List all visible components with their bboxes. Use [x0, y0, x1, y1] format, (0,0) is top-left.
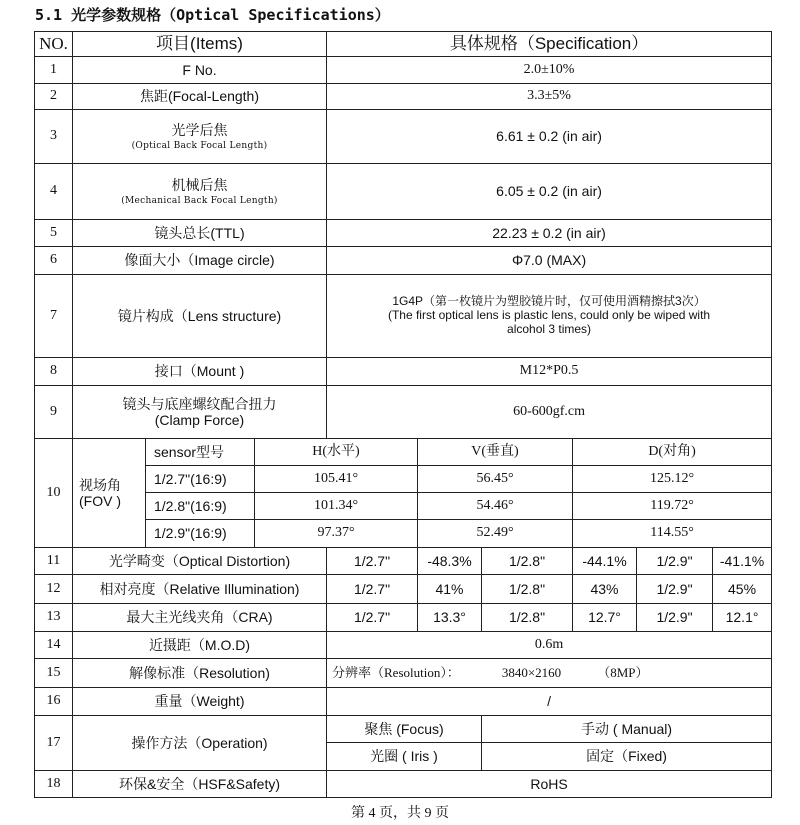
- sensor-size: 1/2.8": [482, 604, 573, 632]
- fov-h-header: H(水平): [255, 439, 418, 466]
- lens-structure-cell: [327, 275, 772, 358]
- spec-value: 60-600gf.cm: [327, 386, 772, 439]
- fov-h: 97.37°: [255, 520, 418, 548]
- table-row: [35, 84, 772, 110]
- table-row: [35, 604, 772, 632]
- spec-value: M12*P0.5: [327, 358, 772, 386]
- item-label: 接口（Mount ): [73, 358, 327, 386]
- table-row: [35, 57, 772, 84]
- spec-value: RoHS: [327, 771, 772, 798]
- page-footer: 第 4 页，共 9 页: [351, 806, 449, 821]
- row-number: 5: [35, 220, 73, 247]
- table-row: [35, 688, 772, 716]
- value: -44.1%: [573, 548, 637, 575]
- item-cell: [73, 386, 327, 439]
- row-number: 15: [35, 659, 73, 688]
- row-number: 6: [35, 247, 73, 275]
- fov-row: [35, 493, 772, 520]
- row-number: 8: [35, 358, 73, 386]
- item-cell: [73, 164, 327, 220]
- spec-line: 1G4P（第一枚镜片为塑胶镜片时，仅可使用酒精擦拭3次）: [392, 294, 706, 309]
- row-number: 14: [35, 632, 73, 659]
- spec-value: 22.23 ± 0.2 (in air): [327, 220, 772, 247]
- item-cell: [73, 110, 327, 164]
- fov-v: 54.46°: [418, 493, 573, 520]
- fov-header-row: [35, 439, 772, 466]
- table-row: [35, 575, 772, 604]
- resolution-line: [330, 666, 768, 681]
- row-number: 11: [35, 548, 73, 575]
- table-row: [35, 110, 772, 164]
- row-number: 7: [35, 275, 73, 358]
- item-label: 机械后焦: [171, 176, 228, 193]
- iris-label: 光圈 ( Iris ): [327, 743, 482, 771]
- value: 41%: [418, 575, 482, 604]
- spec-value: 6.05 ± 0.2 (in air): [327, 164, 772, 220]
- table-row: [35, 632, 772, 659]
- row-number: 3: [35, 110, 73, 164]
- item-label: 光学后焦: [171, 121, 228, 138]
- fov-sensor: 1/2.9"(16:9): [146, 520, 255, 548]
- fov-d: 114.55°: [573, 520, 772, 548]
- spec-value: 6.61 ± 0.2 (in air): [327, 110, 772, 164]
- col-items-header: 项目(Items): [73, 32, 327, 57]
- table-row: [35, 386, 772, 439]
- table-row: [35, 358, 772, 386]
- row-number: 13: [35, 604, 73, 632]
- fov-sensor: 1/2.7"(16:9): [146, 466, 255, 493]
- resolution-label: 分辨率（Resolution）：: [332, 664, 460, 680]
- focus-value: 手动 ( Manual): [482, 716, 772, 743]
- value: 12.1°: [713, 604, 772, 632]
- header-row: [35, 32, 772, 57]
- item-label: 操作方法（Operation): [73, 716, 327, 771]
- fov-v-header: V(垂直): [418, 439, 573, 466]
- optical-spec-table: [34, 31, 772, 798]
- sensor-size: 1/2.7": [327, 575, 418, 604]
- row-number: 17: [35, 716, 73, 771]
- item-label: 最大主光线夹角（CRA): [73, 604, 327, 632]
- table-row: [35, 659, 772, 688]
- item-label: 视场角(FOV ): [73, 439, 146, 548]
- value: -48.3%: [418, 548, 482, 575]
- fov-h: 101.34°: [255, 493, 418, 520]
- item-label: (Clamp Force): [154, 412, 245, 428]
- row-number: 4: [35, 164, 73, 220]
- col-spec-header: 具体规格（Specification）: [327, 32, 772, 57]
- sensor-size: 1/2.8": [482, 548, 573, 575]
- item-label: 镜头与底座螺纹配合扭力: [122, 395, 277, 412]
- table-row: [35, 247, 772, 275]
- item-label: 重量（Weight): [73, 688, 327, 716]
- fov-sensor-header: sensor型号: [146, 439, 255, 466]
- item-label: 镜头总长(TTL): [73, 220, 327, 247]
- item-sublabel: (Optical Back Focal Length): [131, 140, 268, 151]
- item-label: 近摄距（M.O.D): [73, 632, 327, 659]
- value: 12.7°: [573, 604, 637, 632]
- item-label: 相对亮度（Relative Illumination): [73, 575, 327, 604]
- item-label: 像面大小（Image circle): [73, 247, 327, 275]
- item-sublabel: (Mechanical Back Focal Length): [121, 195, 278, 206]
- row-number: 10: [35, 439, 73, 548]
- item-label: 焦距(Focal-Length): [73, 84, 327, 110]
- value: -41.1%: [713, 548, 772, 575]
- sensor-size: 1/2.9": [637, 604, 713, 632]
- item-label: 环保&安全（HSF&Safety): [73, 771, 327, 798]
- item-label: 解像标准（Resolution): [73, 659, 327, 688]
- iris-value: 固定（Fixed): [482, 743, 772, 771]
- sensor-size: 1/2.8": [482, 575, 573, 604]
- value: 45%: [713, 575, 772, 604]
- spec-value: 2.0±10%: [327, 57, 772, 84]
- resolution-mp: （8MP）: [597, 664, 649, 680]
- operation-row: [35, 716, 772, 743]
- item-label: 镜片构成（Lens structure): [73, 275, 327, 358]
- spec-value: 0.6m: [327, 632, 772, 659]
- spec-line: alcohol 3 times): [507, 321, 592, 336]
- item-label: F No.: [73, 57, 327, 84]
- section-title: 5.1 光学参数规格（Optical Specifications）: [35, 6, 390, 24]
- sensor-size: 1/2.9": [637, 575, 713, 604]
- table-row: [35, 275, 772, 358]
- value: 43%: [573, 575, 637, 604]
- sensor-size: 1/2.7": [327, 548, 418, 575]
- resolution-cell: [327, 659, 772, 688]
- row-number: 16: [35, 688, 73, 716]
- fov-h: 105.41°: [255, 466, 418, 493]
- sensor-size: 1/2.7": [327, 604, 418, 632]
- row-number: 9: [35, 386, 73, 439]
- spec-value: /: [327, 688, 772, 716]
- item-label: 光学畸变（Optical Distortion): [73, 548, 327, 575]
- table-row: [35, 771, 772, 798]
- spec-value: 3.3±5%: [327, 84, 772, 110]
- resolution-value: 3840×2160: [501, 664, 562, 680]
- fov-row: [35, 466, 772, 493]
- focus-label: 聚焦 (Focus): [327, 716, 482, 743]
- value: 13.3°: [418, 604, 482, 632]
- row-number: 2: [35, 84, 73, 110]
- row-number: 12: [35, 575, 73, 604]
- col-no-header: NO.: [35, 32, 73, 57]
- row-number: 1: [35, 57, 73, 84]
- spec-value: Φ7.0 (MAX): [327, 247, 772, 275]
- table-row: [35, 548, 772, 575]
- fov-v: 56.45°: [418, 466, 573, 493]
- fov-d: 125.12°: [573, 466, 772, 493]
- fov-d: 119.72°: [573, 493, 772, 520]
- table-row: [35, 220, 772, 247]
- fov-v: 52.49°: [418, 520, 573, 548]
- spec-line: (The first optical lens is plastic lens, could only be wiped with: [387, 308, 711, 323]
- fov-sensor: 1/2.8"(16:9): [146, 493, 255, 520]
- row-number: 18: [35, 771, 73, 798]
- fov-row: [35, 520, 772, 548]
- table-row: [35, 164, 772, 220]
- fov-d-header: D(对角): [573, 439, 772, 466]
- sensor-size: 1/2.9": [637, 548, 713, 575]
